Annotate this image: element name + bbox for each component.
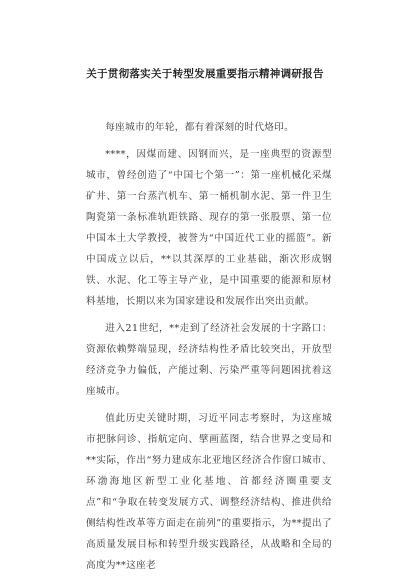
paragraph-history: ****，因煤而建、因钢而兴，是一座典型的资源型城市，曾经创造了“中国七个第一”：第一座机械化采煤矿井、第一台蒸汽机车、第一桶机制水泥、第一件卫生陶瓷第一条标准轨距铁路、现存的第一张股票、第一位中国本土大学教授，被誉为“中国近代工业的摇篮”。新中国成立以后，**以其深厚的工业基础，渐次形成钢铁、水泥、化工等主导产业，是中国重要的能源和原材料基地，长期以来为国家建设和发展作出突出贡献。 <box>86 149 332 307</box>
paragraph-intro: 每座城市的年轮，都有着深刻的时代烙印。 <box>105 122 295 133</box>
paragraph-guidance: 值此历史关键时期，习近平同志考察时，为这座城市把脉问诊、指航定向、擘画蓝图，结合世界之变局和**实际，作出“努力建成东北亚地区经济合作窗口城市、环渤海地区新型工业化基地、首都经济圈重要支点”和“争取在转变发展方式、调整经济结构、推进供给侧结构性改革等方面走在前列”的重要指示，为**提出了高质量发展目标和转型升级实践路径，从战略和全局的高度为**这座老 <box>86 413 332 571</box>
paragraph-challenges: 进入21世纪，**走到了经济社会发展的十字路口：资源依赖弊端显现，经济结构性矛盾比较突出，开放型经济竞争力偏低，产能过剩、污染严重等问题困扰着这座城市。 <box>86 323 332 397</box>
document-title: 关于贯彻落实关于转型发展重要指示精神调研报告 <box>86 68 324 80</box>
document-body <box>86 117 332 576</box>
